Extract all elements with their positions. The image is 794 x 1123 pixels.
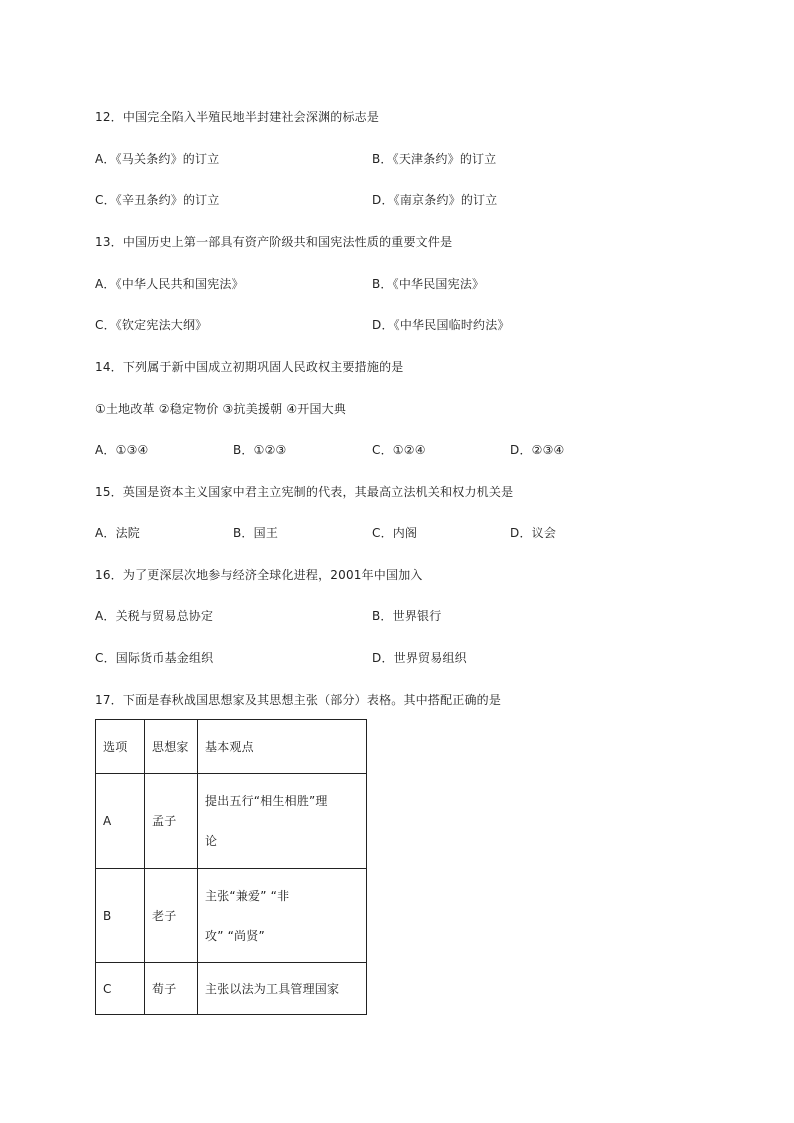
table-header-view: 基本观点 — [198, 720, 367, 774]
q16-option-c: C．国际货币基金组织 — [95, 651, 214, 665]
q12-option-c: C．《辛丑条约》的订立 — [95, 193, 220, 207]
question-12-stem: 12．中国完全陷入半殖民地半封建社会深渊的标志是 — [95, 110, 380, 124]
table-cell-thinker: 孟子 — [145, 774, 198, 869]
q12-option-a: A．《马关条约》的订立 — [95, 152, 220, 166]
table-cell-option: A — [96, 774, 145, 869]
view-line: 提出五行“相生相胜”理 — [205, 794, 328, 808]
table-header-option: 选项 — [96, 720, 145, 774]
q13-option-d: D．《中华民国临时约法》 — [372, 318, 510, 332]
view-line: 主张“兼爱” “非 — [205, 888, 290, 903]
table-cell-thinker: 荀子 — [145, 963, 198, 1015]
table-row — [96, 869, 367, 963]
q16-option-b: B．世界银行 — [372, 609, 442, 623]
q16-option-a: A．关税与贸易总协定 — [95, 609, 214, 623]
table-cell-view: 主张以法为工具管理国家 — [198, 963, 367, 1015]
table-row — [96, 774, 367, 869]
q13-option-a: A．《中华人民共和国宪法》 — [95, 277, 244, 291]
q13-option-b: B．《中华民国宪法》 — [372, 277, 485, 291]
q14-option-a: A．①③④ — [95, 443, 149, 457]
table-cell-option: B — [96, 869, 145, 963]
table-row — [96, 963, 367, 1015]
q14-option-c: C．①②④ — [372, 443, 426, 457]
q13-option-c: C．《钦定宪法大纲》 — [95, 318, 208, 332]
table-cell-option: C — [96, 963, 145, 1015]
table-cell-view — [198, 869, 367, 963]
question-15-stem: 15．英国是资本主义国家中君主立宪制的代表，其最高立法机关和权力机关是 — [95, 485, 514, 499]
table-header-thinker: 思想家 — [145, 720, 198, 774]
view-line: 攻” “尚贤” — [205, 928, 265, 943]
table-cell-view — [198, 774, 367, 869]
q15-option-a: A．法院 — [95, 526, 141, 540]
table-header-row — [96, 720, 367, 774]
q14-option-d: D．②③④ — [510, 443, 565, 457]
table-cell-thinker: 老子 — [145, 869, 198, 963]
question-14-stem: 14．下列属于新中国成立初期巩固人民政权主要措施的是 — [95, 360, 404, 374]
q12-option-d: D．《南京条约》的订立 — [372, 193, 498, 207]
question-13-stem: 13．中国历史上第一部具有资产阶级共和国宪法性质的重要文件是 — [95, 235, 453, 249]
q15-option-d: D．议会 — [510, 526, 557, 540]
question-16-stem: 16．为了更深层次地参与经济全球化进程，2001年中国加入 — [95, 568, 423, 582]
view-line: 论 — [205, 834, 218, 848]
thinkers-table — [95, 719, 367, 1015]
question-14-items: ①土地改革 ②稳定物价 ③抗美援朝 ④开国大典 — [95, 402, 347, 416]
q16-option-d: D．世界贸易组织 — [372, 651, 467, 665]
q12-option-b: B．《天津条约》的订立 — [372, 152, 497, 166]
q15-option-b: B．国王 — [233, 526, 279, 540]
question-17-stem: 17．下面是春秋战国思想家及其思想主张（部分）表格。其中搭配正确的是 — [95, 693, 502, 707]
q14-option-b: B．①②③ — [233, 443, 287, 457]
q15-option-c: C．内阁 — [372, 526, 418, 540]
